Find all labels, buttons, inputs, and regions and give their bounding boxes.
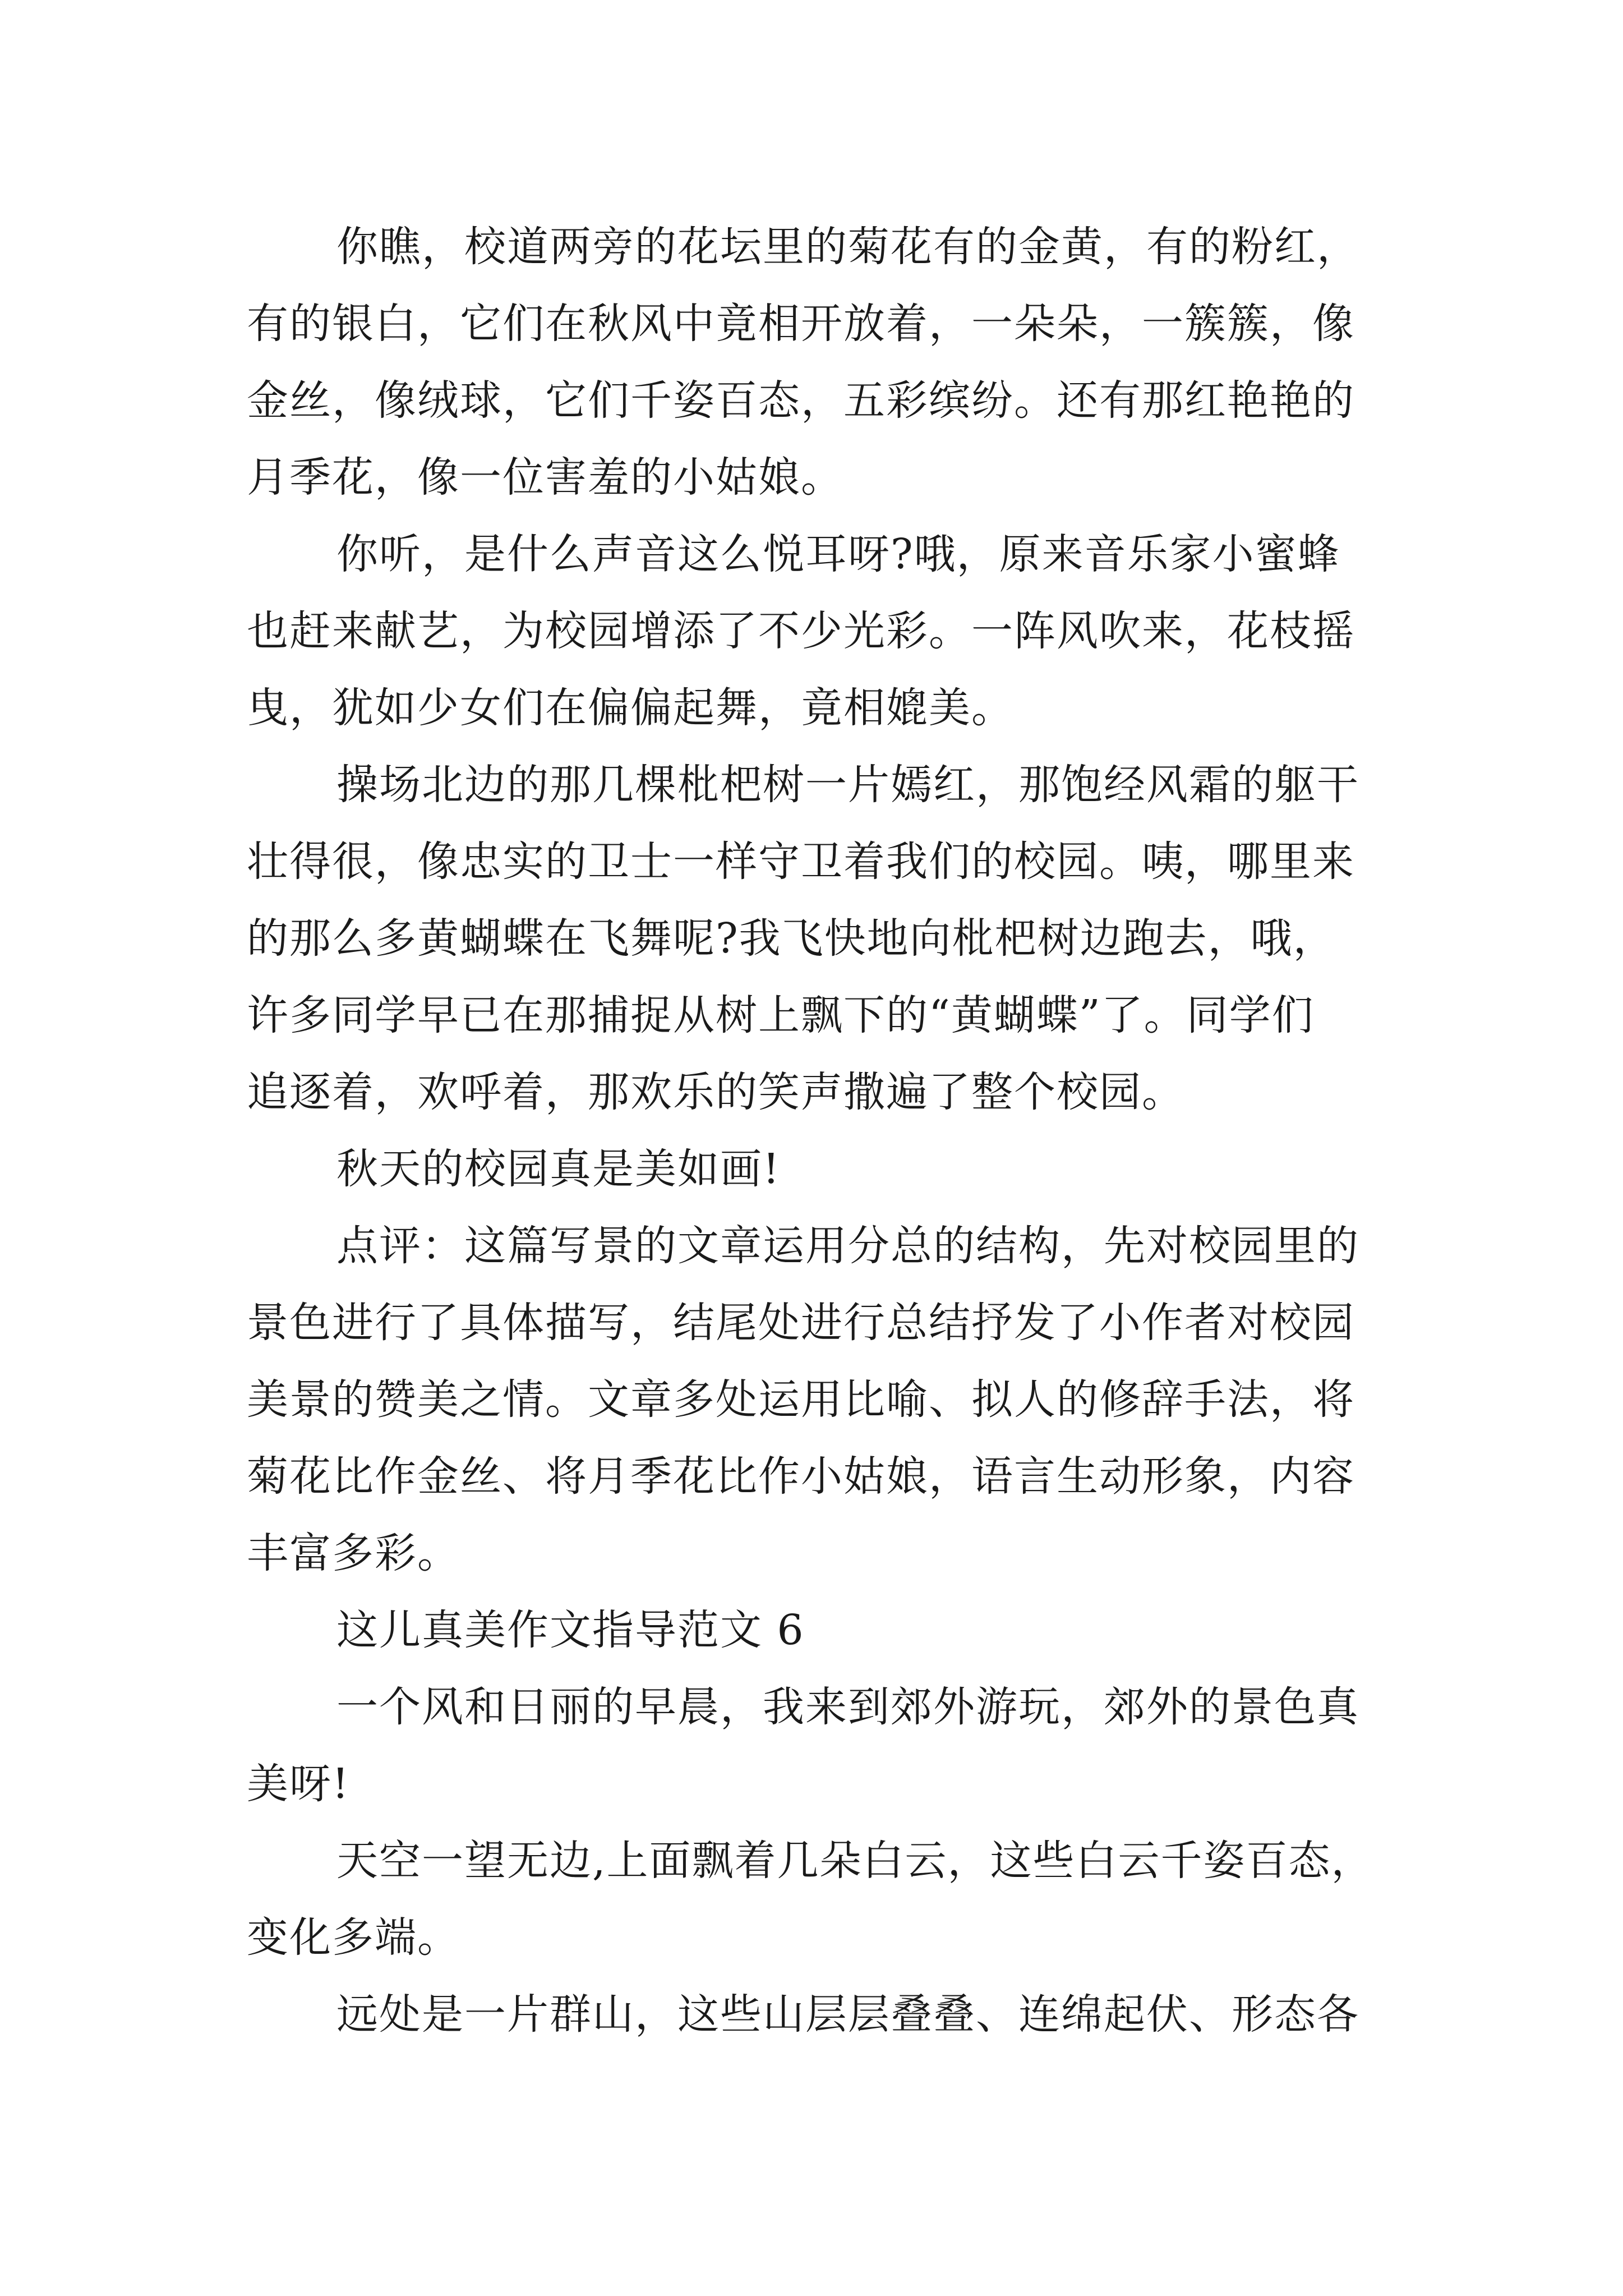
paragraph-mountains-line-1: 远处是一片群山，这些山层层叠叠、连绵起伏、形态各 [336, 1990, 1359, 2039]
paragraph-bee-line-3: 曳，犹如少女们在偏偏起舞，竟相媲美。 [247, 684, 1014, 732]
paragraph-loquat-line-1: 操场北边的那几棵枇杷树一片嫣红，那饱经风霜的躯干 [336, 761, 1359, 809]
section-heading: 这儿真美作文指导范文 6 [336, 1606, 805, 1654]
paragraph-loquat-line-2: 壮得很，像忠实的卫士一样守卫着我们的校园。咦，哪里来 [247, 838, 1355, 886]
paragraph-morning-line-1: 一个风和日丽的早晨，我来到郊外游玩，郊外的景色真 [336, 1683, 1359, 1731]
paragraph-chrysanthemum-line-1: 你瞧，校道两旁的花坛里的菊花有的金黄，有的粉红， [336, 223, 1359, 271]
paragraph-comment-line-2: 景色进行了具体描写，结尾处进行总结抒发了小作者对校园 [247, 1299, 1355, 1347]
paragraph-chrysanthemum-line-4: 月季花，像一位害羞的小姑娘。 [247, 453, 843, 501]
paragraph-bee-line-2: 也赶来献艺，为校园增添了不少光彩。一阵风吹来，花枝摇 [247, 607, 1355, 655]
paragraph-comment-line-4: 菊花比作金丝、将月季花比作小姑娘，语言生动形象，内容 [247, 1452, 1355, 1501]
paragraph-loquat-line-3: 的那么多黄蝴蝶在飞舞呢?我飞快地向枇杷树边跑去，哦， [247, 914, 1336, 963]
paragraph-chrysanthemum-line-2: 有的银白，它们在秋风中竟相开放着，一朵朵，一簇簇，像 [247, 300, 1355, 348]
paragraph-conclusion: 秋天的校园真是美如画! [336, 1145, 781, 1193]
paragraph-morning-line-2: 美呀! [247, 1760, 350, 1808]
paragraph-sky-line-1: 天空一望无边,上面飘着几朵白云，这些白云千姿百态， [336, 1837, 1374, 1885]
document-body [247, 209, 1413, 2053]
paragraph-comment-line-3: 美景的赞美之情。文章多处运用比喻、拟人的修辞手法，将 [247, 1375, 1355, 1424]
paragraph-sky-line-2: 变化多端。 [247, 1913, 460, 1962]
paragraph-comment-line-5: 丰富多彩。 [247, 1529, 460, 1577]
paragraph-chrysanthemum-line-3: 金丝，像绒球，它们千姿百态，五彩缤纷。还有那红艳艳的 [247, 376, 1355, 425]
paragraph-comment-line-1: 点评：这篇写景的文章运用分总的结构，先对校园里的 [336, 1222, 1359, 1270]
paragraph-loquat-line-4: 许多同学早已在那捕捉从树上飘下的“黄蝴蝶”了。同学们 [247, 991, 1315, 1039]
paragraph-loquat-line-5: 追逐着，欢呼着，那欢乐的笑声撒遍了整个校园。 [247, 1068, 1184, 1116]
paragraph-bee-line-1: 你听，是什么声音这么悦耳呀?哦，原来音乐家小蜜蜂 [336, 530, 1340, 578]
